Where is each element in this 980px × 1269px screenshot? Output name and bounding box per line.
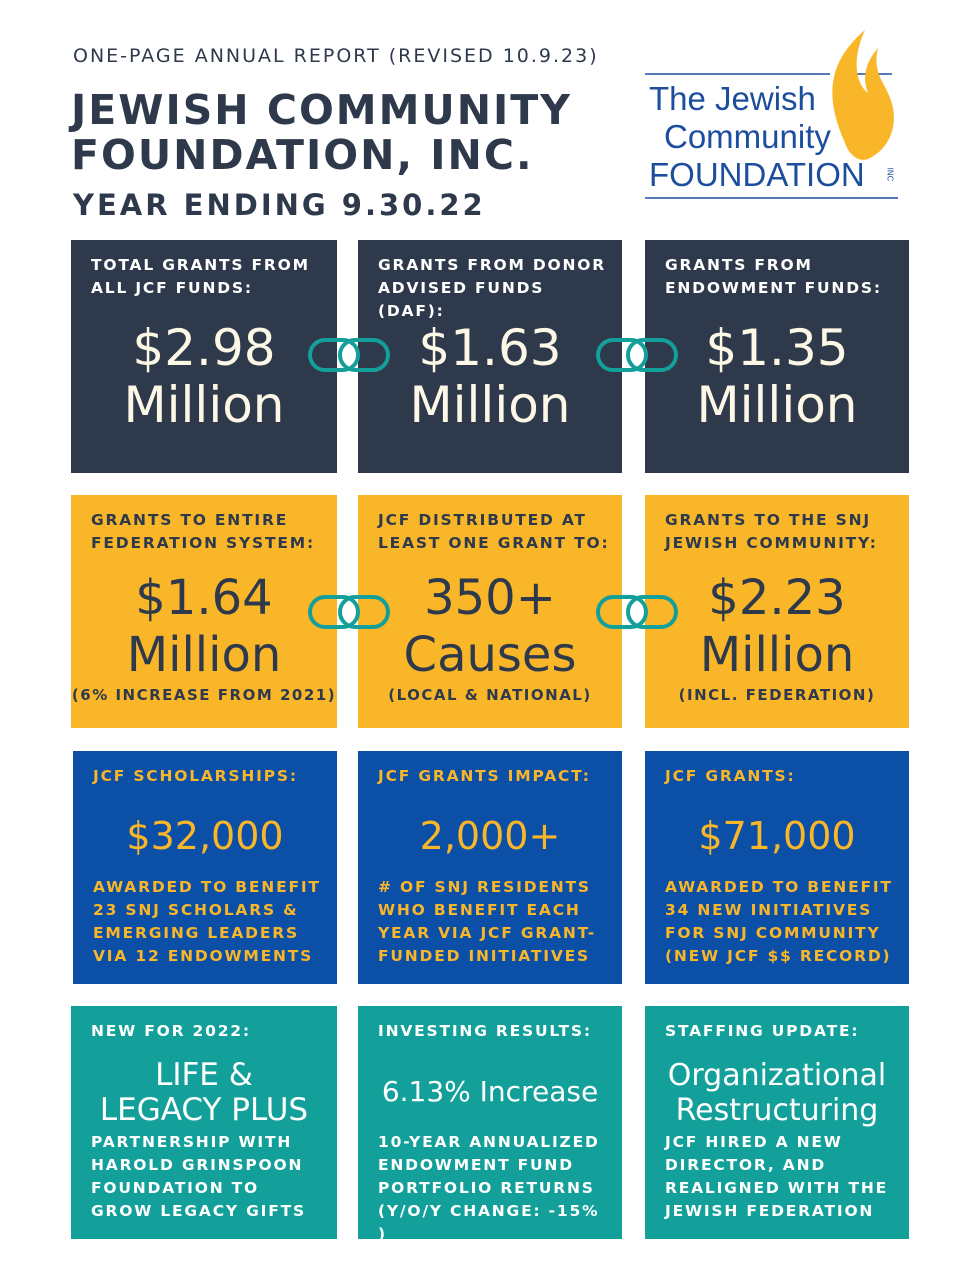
scholarships-card xyxy=(73,751,337,984)
card-label: NEW FOR 2022: xyxy=(91,1022,251,1040)
card-value: $1.64 Million xyxy=(126,570,282,683)
card-value: LIFE & LEGACY PLUS xyxy=(99,1057,309,1128)
card-note: (INCL. FEDERATION) xyxy=(678,686,876,704)
card-description: JCF HIRED A NEW DIRECTOR, AND REALIGNED WITH THE JEWISH FEDERATION xyxy=(665,1133,889,1220)
card-label: GRANTS TO THE SNJ JEWISH COMMUNITY: xyxy=(665,511,878,552)
logo-text-line2: Community xyxy=(664,118,831,155)
card-description: 10-YEAR ANNUALIZED ENDOWMENT FUND PORTFOLIO RETURNS (Y/O/Y CHANGE: -15% ) xyxy=(378,1133,600,1243)
card-label: JCF DISTRIBUTED AT LEAST ONE GRANT TO: xyxy=(378,511,610,552)
card-label: TOTAL GRANTS FROM ALL JCF FUNDS: xyxy=(91,256,310,297)
card-label: STAFFING UPDATE: xyxy=(665,1022,860,1040)
staffing-update-card xyxy=(645,1006,909,1239)
card-label: JCF GRANTS IMPACT: xyxy=(378,767,591,785)
causes-card xyxy=(358,495,622,728)
card-value: $71,000 xyxy=(698,814,856,858)
investing-results-card xyxy=(358,1006,622,1243)
card-value: 6.13% Increase xyxy=(381,1075,599,1108)
report-subtitle: ONE-PAGE ANNUAL REPORT (REVISED 10.9.23) xyxy=(73,45,599,67)
card-label: GRANTS FROM DONOR ADVISED FUNDS (DAF): xyxy=(378,256,607,320)
card-value: $32,000 xyxy=(126,814,284,858)
grants-impact-card xyxy=(358,751,622,984)
card-value: 2,000+ xyxy=(419,814,561,858)
page-title: JEWISH COMMUNITY FOUNDATION, INC. xyxy=(71,86,572,179)
chain-link-icon xyxy=(307,592,391,632)
card-note: (6% INCREASE FROM 2021) xyxy=(71,686,337,704)
card-label: JCF SCHOLARSHIPS: xyxy=(93,767,298,785)
card-description: AWARDED TO BENEFIT 34 NEW INITIATIVES FOR SNJ COMMUNITY (NEW JCF $$ RECORD) xyxy=(665,878,893,965)
card-description: PARTNERSHIP WITH HAROLD GRINSPOON FOUNDATION TO GROW LEGACY GIFTS xyxy=(91,1133,306,1220)
life-legacy-card xyxy=(71,1006,337,1239)
chain-link-icon xyxy=(307,335,391,375)
card-value: 350+ Causes xyxy=(403,570,577,683)
logo-inc: INC xyxy=(885,167,895,182)
chain-link-icon xyxy=(595,592,679,632)
card-description: AWARDED TO BENEFIT 23 SNJ SCHOLARS & EMERGING LEADERS VIA 12 ENDOWMENTS xyxy=(93,878,321,965)
total-grants-card xyxy=(71,240,337,473)
daf-grants-card xyxy=(358,240,622,473)
year-ending: YEAR ENDING 9.30.22 xyxy=(73,188,486,222)
card-value: $2.23 Million xyxy=(699,570,855,683)
logo-text-line1: The Jewish xyxy=(649,80,816,117)
card-value: $1.63 Million xyxy=(409,319,571,434)
card-label: JCF GRANTS: xyxy=(665,767,796,785)
card-value: $2.98 Million xyxy=(123,319,285,434)
chain-link-icon xyxy=(595,335,679,375)
jcf-grants-card xyxy=(645,751,909,984)
card-value: Organizational Restructuring xyxy=(667,1058,887,1128)
card-description: # OF SNJ RESIDENTS WHO BENEFIT EACH YEAR VIA JCF GRANT- FUNDED INITIATIVES xyxy=(378,878,596,965)
endowment-grants-card xyxy=(645,240,909,473)
snj-community-card xyxy=(645,495,909,728)
card-label: INVESTING RESULTS: xyxy=(378,1022,592,1040)
federation-grants-card xyxy=(71,495,337,728)
card-label: GRANTS FROM ENDOWMENT FUNDS: xyxy=(665,256,882,297)
card-note: (LOCAL & NATIONAL) xyxy=(388,686,592,704)
logo-text-line3: FOUNDATION xyxy=(649,156,865,193)
card-label: GRANTS TO ENTIRE FEDERATION SYSTEM: xyxy=(91,511,315,552)
card-value: $1.35 Million xyxy=(696,319,858,434)
